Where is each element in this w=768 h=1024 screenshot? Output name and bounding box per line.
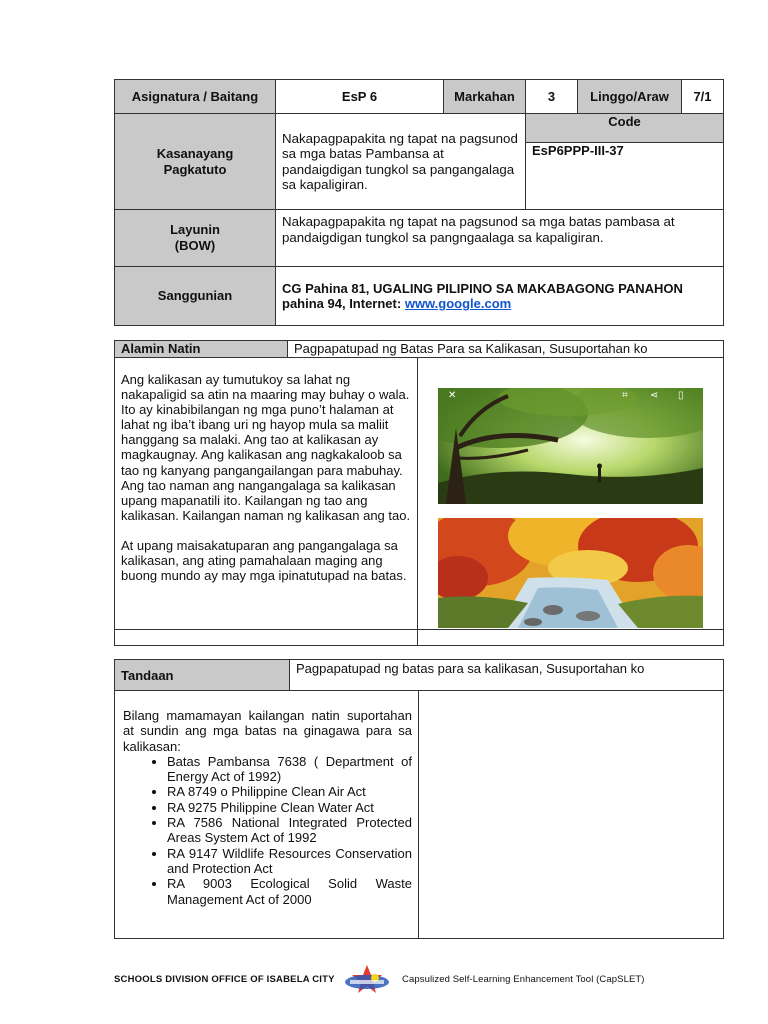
alamin-empty-right (418, 630, 724, 646)
alamin-label: Alamin Natin (115, 341, 288, 358)
law-item: • Batas Pambansa 7638 ( Department of Energy Act of 1992) (167, 754, 412, 785)
reference-link[interactable]: www.google.com (404, 296, 512, 311)
law-item: • RA 8749 o Philippine Clean Air Act (167, 784, 412, 799)
page-footer (114, 966, 723, 996)
alamin-body (115, 358, 418, 630)
alamin-natin-section (114, 340, 724, 646)
bookmark-icon[interactable]: ▯ (678, 390, 684, 401)
quarter-value: 3 (526, 80, 578, 114)
autumn-river-image (438, 518, 703, 628)
share-icon[interactable]: ⋖ (650, 390, 659, 401)
objective-label (115, 210, 276, 267)
autumn-illustration (438, 518, 703, 628)
forest-image (438, 388, 703, 504)
tandaan-label: Tandaan (115, 660, 290, 691)
lesson-info-table (114, 79, 724, 326)
alamin-paragraph-1: Ang kalikasan ay tumutukoy sa lahat ng nakapaligid sa atin na maaring may buhay o wala. Ito ay kinabibilangan ng mga puno’t halaman at lahat ng iba’t ibang uri ng hayop mula sa maliit hanggang sa malaki. Ang tao at kalikasan ay magkaugnay. Ang kalikasan ang nagkakaloob sa tao ng kanyang pangangailangan para mabuhay. Ang tao naman ang nangangalaga sa kalikasan upang mapanatili ito. Kailangan ng tao ang kalikasan. Kailangan naman ng kalikasan ang tao. (121, 372, 411, 523)
tandaan-theme: Pagpapatupad ng batas para sa kalikasan, Susuportahan ko (290, 660, 724, 691)
alamin-theme: Pagpapatupad ng Batas Para sa Kalikasan, Susuportahan ko (288, 341, 724, 358)
code-box (526, 114, 724, 210)
forest-illustration (438, 388, 703, 504)
close-icon[interactable]: ✕ (448, 390, 457, 401)
week-label: Linggo/Araw (578, 80, 682, 114)
law-item: • RA 9003 Ecological Solid Waste Management Act of 2000 (167, 876, 412, 907)
footer-division: SCHOOLS DIVISION OFFICE OF ISABELA CITY (114, 974, 335, 985)
competency-label (115, 114, 276, 210)
objective-label-line2: (BOW) (174, 238, 216, 253)
law-list (123, 754, 412, 907)
tandaan-intro: Bilang mamamayan kailangan natin suportahan at sundin ang mga batas na ginagawa para sa kalikasan: (123, 708, 412, 754)
law-item: • RA 7586 National Integrated Protected Areas System Act of 1992 (167, 815, 412, 846)
law-item: • RA 9275 Philippine Clean Water Act (167, 800, 412, 815)
tandaan-body (115, 691, 419, 939)
objective-label-line1: Layunin (170, 222, 220, 237)
competency-text: Nakapagpapakita ng tapat na pagsunod sa mga batas Pambansa at pandaigdigan tungkol sa pangangalaga sa kapaligiran. (276, 114, 526, 210)
reference-text: CG Pahina 81, UGALING PILIPINO SA MAKABAGONG PANAHON pahina 94, Internet: (282, 281, 683, 311)
footer-tool-name: Capsulized Self-Learning Enhancement Tool (CapSLET) (402, 974, 645, 985)
competency-label-line1: Kasanayang (156, 145, 234, 161)
alamin-empty-left (115, 630, 418, 646)
reference-cell (276, 267, 724, 326)
quarter-label: Markahan (444, 80, 526, 114)
week-value: 7/1 (682, 80, 724, 114)
alamin-images (418, 358, 724, 630)
tandaan-empty-right (419, 691, 724, 939)
subject-label: Asignatura / Baitang (115, 80, 276, 114)
division-logo (342, 964, 392, 996)
competency-label-line2: Pagkatuto (163, 161, 227, 177)
subject-value: EsP 6 (276, 80, 444, 114)
code-value: EsP6PPP-III-37 (532, 143, 624, 158)
reference-label: Sanggunian (115, 267, 276, 326)
tandaan-section (114, 659, 724, 939)
crop-icon[interactable]: ⌗ (622, 390, 628, 401)
law-item: • RA 9147 Wildlife Resources Conservation and Protection Act (167, 846, 412, 877)
code-label: Code (526, 114, 723, 143)
objective-text: Nakapagpapakita ng tapat na pagsunod sa mga batas pambasa at pandaigdigan tungkol sa pangngaalaga sa kapaligiran. (276, 210, 724, 267)
alamin-paragraph-2: At upang maisakatuparan ang pangangalaga sa kalikasan, ang ating pamahalaan maging ang buong mundo ay may mga ipinatutupad na batas. (121, 537, 407, 584)
